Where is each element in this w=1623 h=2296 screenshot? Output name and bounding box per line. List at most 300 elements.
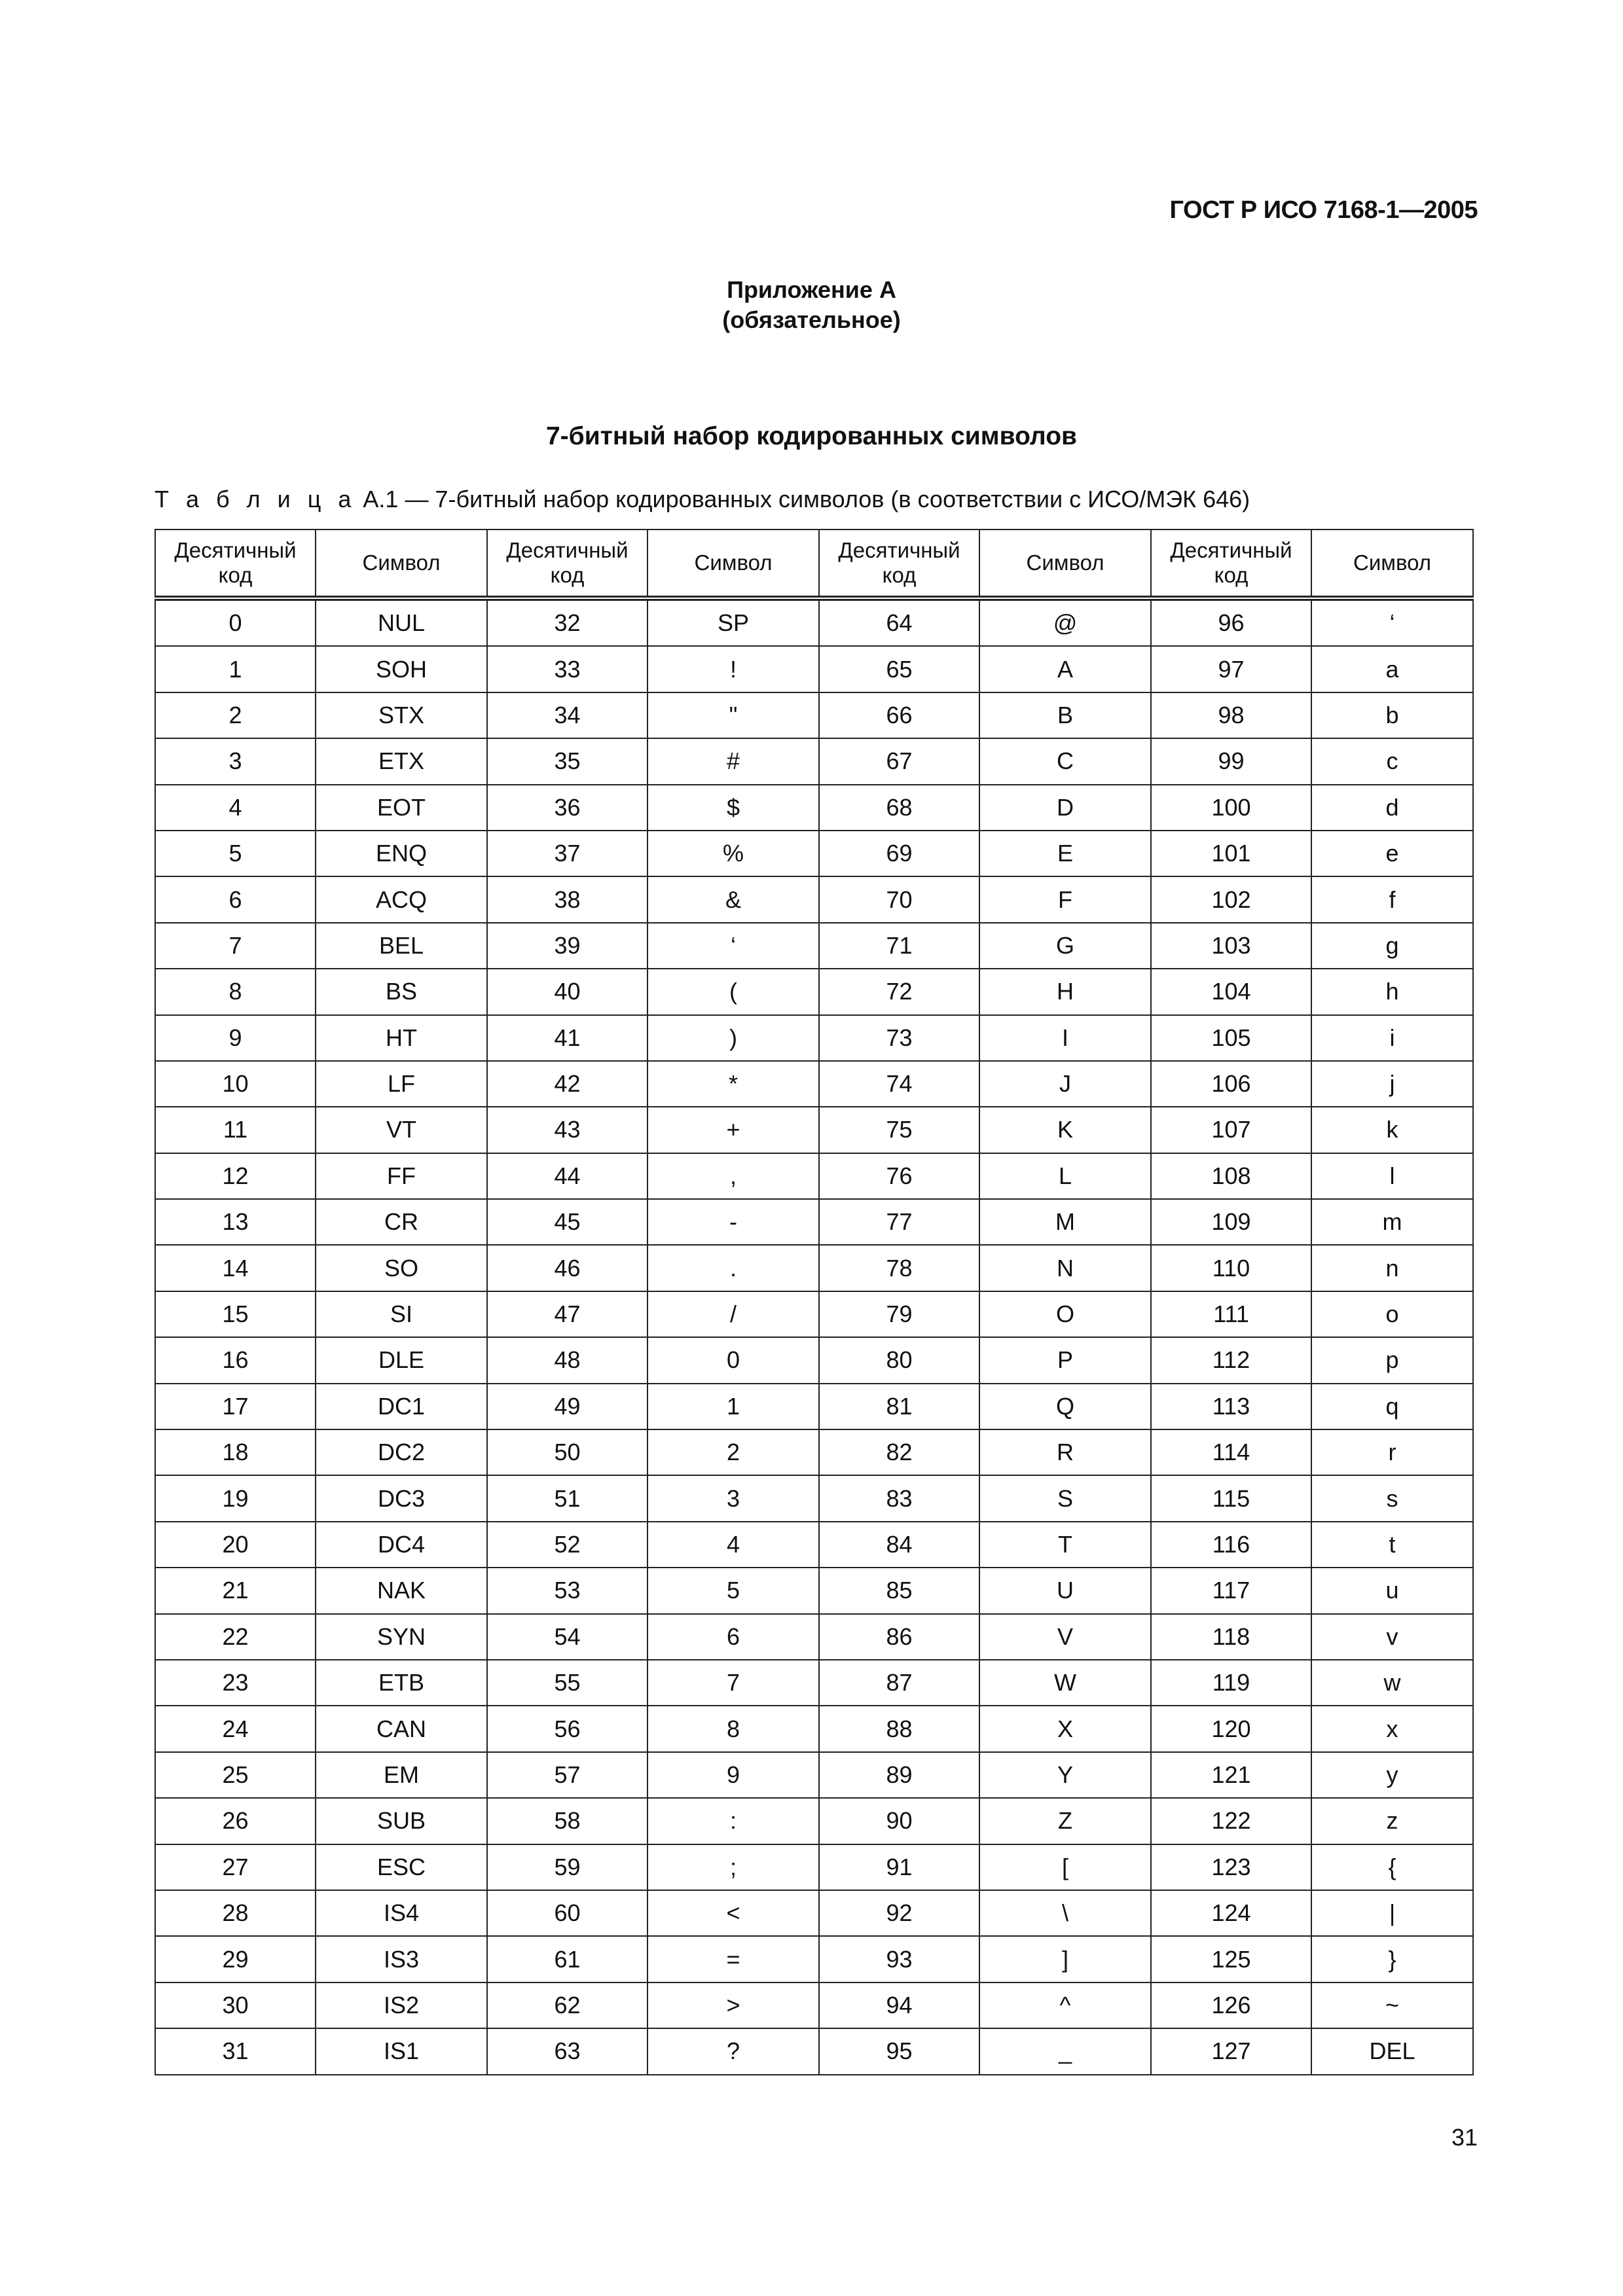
symbol-cell: 1 xyxy=(647,1384,819,1429)
table-row xyxy=(155,1522,1473,1568)
table-header-row xyxy=(155,529,1473,598)
symbol-cell: & xyxy=(647,876,819,922)
symbol-cell: V xyxy=(979,1614,1151,1660)
decimal-code-cell: 118 xyxy=(1151,1614,1311,1660)
table-row xyxy=(155,1475,1473,1521)
symbol-cell: P xyxy=(979,1337,1151,1383)
decimal-code-cell: 105 xyxy=(1151,1015,1311,1061)
decimal-code-cell: 18 xyxy=(155,1429,316,1475)
decimal-code-cell: 41 xyxy=(487,1015,647,1061)
decimal-code-cell: 25 xyxy=(155,1752,316,1798)
decimal-code-cell: 115 xyxy=(1151,1475,1311,1521)
decimal-code-cell: 64 xyxy=(819,598,979,646)
symbol-cell: , xyxy=(647,1153,819,1199)
symbol-cell: ) xyxy=(647,1015,819,1061)
symbol-cell: = xyxy=(647,1936,819,1982)
symbol-cell: o xyxy=(1311,1291,1473,1337)
decimal-code-cell: 96 xyxy=(1151,598,1311,646)
decimal-code-cell: 102 xyxy=(1151,876,1311,922)
symbol-cell: m xyxy=(1311,1199,1473,1245)
symbol-cell: w xyxy=(1311,1660,1473,1706)
decimal-code-cell: 29 xyxy=(155,1936,316,1982)
decimal-code-cell: 19 xyxy=(155,1475,316,1521)
decimal-code-cell: 17 xyxy=(155,1384,316,1429)
decimal-code-cell: 84 xyxy=(819,1522,979,1568)
decimal-code-cell: 46 xyxy=(487,1245,647,1291)
table-row xyxy=(155,785,1473,831)
symbol-cell: @ xyxy=(979,598,1151,646)
symbol-cell: h xyxy=(1311,969,1473,1014)
symbol-cell: . xyxy=(647,1245,819,1291)
decimal-code-cell: 48 xyxy=(487,1337,647,1383)
decimal-code-cell: 92 xyxy=(819,1890,979,1936)
header-symbol: Символ xyxy=(647,529,819,598)
table-row xyxy=(155,1245,1473,1291)
decimal-code-cell: 6 xyxy=(155,876,316,922)
decimal-code-cell: 82 xyxy=(819,1429,979,1475)
decimal-code-cell: 66 xyxy=(819,692,979,738)
symbol-cell: 5 xyxy=(647,1568,819,1613)
symbol-cell: SOH xyxy=(316,646,487,692)
table-row xyxy=(155,1936,1473,1982)
symbol-cell: [ xyxy=(979,1844,1151,1890)
symbol-cell: SO xyxy=(316,1245,487,1291)
decimal-code-cell: 109 xyxy=(1151,1199,1311,1245)
symbol-cell: ‘ xyxy=(647,923,819,969)
page-number: 31 xyxy=(1451,2124,1478,2151)
table-row xyxy=(155,1384,1473,1429)
decimal-code-cell: 55 xyxy=(487,1660,647,1706)
decimal-code-cell: 22 xyxy=(155,1614,316,1660)
decimal-code-cell: 36 xyxy=(487,785,647,831)
decimal-code-cell: 68 xyxy=(819,785,979,831)
decimal-code-cell: 15 xyxy=(155,1291,316,1337)
symbol-cell: H xyxy=(979,969,1151,1014)
decimal-code-cell: 50 xyxy=(487,1429,647,1475)
symbol-cell: I xyxy=(979,1015,1151,1061)
symbol-cell: BEL xyxy=(316,923,487,969)
decimal-code-cell: 103 xyxy=(1151,923,1311,969)
symbol-cell: l xyxy=(1311,1153,1473,1199)
symbol-cell: G xyxy=(979,923,1151,969)
symbol-cell: X xyxy=(979,1706,1151,1751)
table-row xyxy=(155,598,1473,646)
header-decimal-code: Десятичный код xyxy=(1151,529,1311,598)
table-row xyxy=(155,1798,1473,1844)
symbol-cell: z xyxy=(1311,1798,1473,1844)
header-symbol: Символ xyxy=(979,529,1151,598)
decimal-code-cell: 43 xyxy=(487,1107,647,1153)
symbol-cell: / xyxy=(647,1291,819,1337)
symbol-cell: B xyxy=(979,692,1151,738)
symbol-cell: SUB xyxy=(316,1798,487,1844)
symbol-cell: S xyxy=(979,1475,1151,1521)
symbol-cell: HT xyxy=(316,1015,487,1061)
table-row xyxy=(155,1982,1473,2028)
decimal-code-cell: 79 xyxy=(819,1291,979,1337)
symbol-cell: EM xyxy=(316,1752,487,1798)
symbol-cell: SI xyxy=(316,1291,487,1337)
decimal-code-cell: 101 xyxy=(1151,831,1311,876)
symbol-cell: b xyxy=(1311,692,1473,738)
decimal-code-cell: 32 xyxy=(487,598,647,646)
symbol-cell: M xyxy=(979,1199,1151,1245)
symbol-cell: DC1 xyxy=(316,1384,487,1429)
decimal-code-cell: 5 xyxy=(155,831,316,876)
decimal-code-cell: 127 xyxy=(1151,2028,1311,2074)
annex-status: (обязательное) xyxy=(722,306,901,333)
symbol-cell: } xyxy=(1311,1936,1473,1982)
symbol-cell: ‘ xyxy=(1311,598,1473,646)
symbol-cell: VT xyxy=(316,1107,487,1153)
symbol-cell: R xyxy=(979,1429,1151,1475)
symbol-cell: ! xyxy=(647,646,819,692)
symbol-cell: 2 xyxy=(647,1429,819,1475)
decimal-code-cell: 77 xyxy=(819,1199,979,1245)
decimal-code-cell: 14 xyxy=(155,1245,316,1291)
decimal-code-cell: 23 xyxy=(155,1660,316,1706)
symbol-cell: > xyxy=(647,1982,819,2028)
symbol-cell: DC4 xyxy=(316,1522,487,1568)
decimal-code-cell: 59 xyxy=(487,1844,647,1890)
symbol-cell: v xyxy=(1311,1614,1473,1660)
symbol-cell: EOT xyxy=(316,785,487,831)
decimal-code-cell: 108 xyxy=(1151,1153,1311,1199)
symbol-cell: $ xyxy=(647,785,819,831)
symbol-cell: FF xyxy=(316,1153,487,1199)
symbol-cell: e xyxy=(1311,831,1473,876)
symbol-cell: 6 xyxy=(647,1614,819,1660)
symbol-cell: IS1 xyxy=(316,2028,487,2074)
decimal-code-cell: 26 xyxy=(155,1798,316,1844)
symbol-cell: * xyxy=(647,1061,819,1107)
symbol-cell: a xyxy=(1311,646,1473,692)
decimal-code-cell: 85 xyxy=(819,1568,979,1613)
decimal-code-cell: 11 xyxy=(155,1107,316,1153)
decimal-code-cell: 124 xyxy=(1151,1890,1311,1936)
decimal-code-cell: 107 xyxy=(1151,1107,1311,1153)
table-row xyxy=(155,1752,1473,1798)
table-row xyxy=(155,1706,1473,1751)
decimal-code-cell: 24 xyxy=(155,1706,316,1751)
decimal-code-cell: 1 xyxy=(155,646,316,692)
symbol-cell: U xyxy=(979,1568,1151,1613)
symbol-cell: | xyxy=(1311,1890,1473,1936)
symbol-cell: \ xyxy=(979,1890,1151,1936)
table-row xyxy=(155,646,1473,692)
decimal-code-cell: 125 xyxy=(1151,1936,1311,1982)
decimal-code-cell: 80 xyxy=(819,1337,979,1383)
symbol-cell: : xyxy=(647,1798,819,1844)
decimal-code-cell: 10 xyxy=(155,1061,316,1107)
symbol-cell: d xyxy=(1311,785,1473,831)
symbol-cell: { xyxy=(1311,1844,1473,1890)
symbol-cell: SP xyxy=(647,598,819,646)
symbol-cell: ENQ xyxy=(316,831,487,876)
symbol-cell: 8 xyxy=(647,1706,819,1751)
symbol-cell: q xyxy=(1311,1384,1473,1429)
symbol-cell: Y xyxy=(979,1752,1151,1798)
symbol-cell: ACQ xyxy=(316,876,487,922)
decimal-code-cell: 60 xyxy=(487,1890,647,1936)
decimal-code-cell: 34 xyxy=(487,692,647,738)
symbol-cell: < xyxy=(647,1890,819,1936)
decimal-code-cell: 38 xyxy=(487,876,647,922)
decimal-code-cell: 91 xyxy=(819,1844,979,1890)
document-standard-code: ГОСТ Р ИСО 7168-1—2005 xyxy=(1169,196,1478,224)
symbol-cell: 7 xyxy=(647,1660,819,1706)
decimal-code-cell: 87 xyxy=(819,1660,979,1706)
table-row xyxy=(155,1015,1473,1061)
decimal-code-cell: 72 xyxy=(819,969,979,1014)
symbol-cell: NUL xyxy=(316,598,487,646)
symbol-cell: SYN xyxy=(316,1614,487,1660)
symbol-cell: CAN xyxy=(316,1706,487,1751)
symbol-cell: - xyxy=(647,1199,819,1245)
decimal-code-cell: 12 xyxy=(155,1153,316,1199)
decimal-code-cell: 119 xyxy=(1151,1660,1311,1706)
symbol-cell: g xyxy=(1311,923,1473,969)
decimal-code-cell: 35 xyxy=(487,738,647,784)
decimal-code-cell: 53 xyxy=(487,1568,647,1613)
table-row xyxy=(155,1844,1473,1890)
decimal-code-cell: 104 xyxy=(1151,969,1311,1014)
table-row xyxy=(155,692,1473,738)
decimal-code-cell: 20 xyxy=(155,1522,316,1568)
symbol-cell: CR xyxy=(316,1199,487,1245)
table-row xyxy=(155,1614,1473,1660)
symbol-cell: f xyxy=(1311,876,1473,922)
decimal-code-cell: 4 xyxy=(155,785,316,831)
decimal-code-cell: 65 xyxy=(819,646,979,692)
decimal-code-cell: 21 xyxy=(155,1568,316,1613)
symbol-cell: 4 xyxy=(647,1522,819,1568)
symbol-cell: s xyxy=(1311,1475,1473,1521)
symbol-cell: k xyxy=(1311,1107,1473,1153)
symbol-cell: ^ xyxy=(979,1982,1151,2028)
table-row xyxy=(155,923,1473,969)
decimal-code-cell: 30 xyxy=(155,1982,316,2028)
table-row xyxy=(155,1890,1473,1936)
table-row xyxy=(155,1291,1473,1337)
table-body xyxy=(155,598,1473,2075)
decimal-code-cell: 2 xyxy=(155,692,316,738)
decimal-code-cell: 47 xyxy=(487,1291,647,1337)
symbol-cell: # xyxy=(647,738,819,784)
symbol-cell: 9 xyxy=(647,1752,819,1798)
table-row xyxy=(155,1429,1473,1475)
table-row xyxy=(155,969,1473,1014)
decimal-code-cell: 0 xyxy=(155,598,316,646)
header-symbol: Символ xyxy=(316,529,487,598)
decimal-code-cell: 113 xyxy=(1151,1384,1311,1429)
symbol-cell: DEL xyxy=(1311,2028,1473,2074)
symbol-cell: i xyxy=(1311,1015,1473,1061)
symbol-cell: _ xyxy=(979,2028,1151,2074)
table-row xyxy=(155,1153,1473,1199)
decimal-code-cell: 74 xyxy=(819,1061,979,1107)
table-row xyxy=(155,1061,1473,1107)
decimal-code-cell: 98 xyxy=(1151,692,1311,738)
symbol-cell: ETX xyxy=(316,738,487,784)
symbol-cell: O xyxy=(979,1291,1151,1337)
decimal-code-cell: 70 xyxy=(819,876,979,922)
symbol-cell: D xyxy=(979,785,1151,831)
symbol-cell: BS xyxy=(316,969,487,1014)
symbol-cell: + xyxy=(647,1107,819,1153)
symbol-cell: " xyxy=(647,692,819,738)
ascii-code-table xyxy=(155,529,1474,2075)
decimal-code-cell: 33 xyxy=(487,646,647,692)
table-row xyxy=(155,1337,1473,1383)
decimal-code-cell: 63 xyxy=(487,2028,647,2074)
header-decimal-code: Десятичный код xyxy=(487,529,647,598)
symbol-cell: J xyxy=(979,1061,1151,1107)
decimal-code-cell: 120 xyxy=(1151,1706,1311,1751)
section-title: 7-битный набор кодированных символов xyxy=(545,422,1077,450)
decimal-code-cell: 69 xyxy=(819,831,979,876)
symbol-cell: C xyxy=(979,738,1151,784)
decimal-code-cell: 122 xyxy=(1151,1798,1311,1844)
table-row xyxy=(155,738,1473,784)
table-caption xyxy=(155,486,1250,513)
decimal-code-cell: 83 xyxy=(819,1475,979,1521)
symbol-cell: ] xyxy=(979,1936,1151,1982)
decimal-code-cell: 31 xyxy=(155,2028,316,2074)
header-decimal-code: Десятичный код xyxy=(155,529,316,598)
symbol-cell: LF xyxy=(316,1061,487,1107)
decimal-code-cell: 52 xyxy=(487,1522,647,1568)
symbol-cell: E xyxy=(979,831,1151,876)
table-row xyxy=(155,1199,1473,1245)
decimal-code-cell: 123 xyxy=(1151,1844,1311,1890)
decimal-code-cell: 39 xyxy=(487,923,647,969)
symbol-cell: ( xyxy=(647,969,819,1014)
symbol-cell: K xyxy=(979,1107,1151,1153)
decimal-code-cell: 62 xyxy=(487,1982,647,2028)
decimal-code-cell: 73 xyxy=(819,1015,979,1061)
symbol-cell: % xyxy=(647,831,819,876)
symbol-cell: L xyxy=(979,1153,1151,1199)
symbol-cell: u xyxy=(1311,1568,1473,1613)
symbol-cell: t xyxy=(1311,1522,1473,1568)
decimal-code-cell: 67 xyxy=(819,738,979,784)
decimal-code-cell: 58 xyxy=(487,1798,647,1844)
decimal-code-cell: 27 xyxy=(155,1844,316,1890)
symbol-cell: A xyxy=(979,646,1151,692)
symbol-cell: ~ xyxy=(1311,1982,1473,2028)
symbol-cell: F xyxy=(979,876,1151,922)
decimal-code-cell: 37 xyxy=(487,831,647,876)
symbol-cell: ETB xyxy=(316,1660,487,1706)
symbol-cell: T xyxy=(979,1522,1151,1568)
decimal-code-cell: 7 xyxy=(155,923,316,969)
decimal-code-cell: 86 xyxy=(819,1614,979,1660)
decimal-code-cell: 57 xyxy=(487,1752,647,1798)
annex-title: Приложение А xyxy=(727,276,896,303)
decimal-code-cell: 78 xyxy=(819,1245,979,1291)
symbol-cell: c xyxy=(1311,738,1473,784)
decimal-code-cell: 90 xyxy=(819,1798,979,1844)
symbol-cell: NAK xyxy=(316,1568,487,1613)
decimal-code-cell: 61 xyxy=(487,1936,647,1982)
decimal-code-cell: 89 xyxy=(819,1752,979,1798)
decimal-code-cell: 126 xyxy=(1151,1982,1311,2028)
decimal-code-cell: 81 xyxy=(819,1384,979,1429)
table-caption-prefix: Т а б л и ц а xyxy=(155,486,357,512)
symbol-cell: r xyxy=(1311,1429,1473,1475)
decimal-code-cell: 16 xyxy=(155,1337,316,1383)
header-symbol: Символ xyxy=(1311,529,1473,598)
decimal-code-cell: 94 xyxy=(819,1982,979,2028)
decimal-code-cell: 56 xyxy=(487,1706,647,1751)
decimal-code-cell: 8 xyxy=(155,969,316,1014)
symbol-cell: IS4 xyxy=(316,1890,487,1936)
decimal-code-cell: 112 xyxy=(1151,1337,1311,1383)
decimal-code-cell: 93 xyxy=(819,1936,979,1982)
decimal-code-cell: 110 xyxy=(1151,1245,1311,1291)
decimal-code-cell: 100 xyxy=(1151,785,1311,831)
decimal-code-cell: 49 xyxy=(487,1384,647,1429)
symbol-cell: y xyxy=(1311,1752,1473,1798)
table-row xyxy=(155,2028,1473,2074)
symbol-cell: Z xyxy=(979,1798,1151,1844)
decimal-code-cell: 97 xyxy=(1151,646,1311,692)
table-row xyxy=(155,1107,1473,1153)
decimal-code-cell: 51 xyxy=(487,1475,647,1521)
symbol-cell: 3 xyxy=(647,1475,819,1521)
symbol-cell: ; xyxy=(647,1844,819,1890)
symbol-cell: DC2 xyxy=(316,1429,487,1475)
decimal-code-cell: 75 xyxy=(819,1107,979,1153)
decimal-code-cell: 71 xyxy=(819,923,979,969)
table-row xyxy=(155,1568,1473,1613)
symbol-cell: DC3 xyxy=(316,1475,487,1521)
decimal-code-cell: 117 xyxy=(1151,1568,1311,1613)
table-row xyxy=(155,1660,1473,1706)
decimal-code-cell: 28 xyxy=(155,1890,316,1936)
symbol-cell: n xyxy=(1311,1245,1473,1291)
decimal-code-cell: 114 xyxy=(1151,1429,1311,1475)
symbol-cell: ? xyxy=(647,2028,819,2074)
decimal-code-cell: 54 xyxy=(487,1614,647,1660)
annex-heading xyxy=(0,275,1623,335)
table-row xyxy=(155,876,1473,922)
symbol-cell: j xyxy=(1311,1061,1473,1107)
symbol-cell: p xyxy=(1311,1337,1473,1383)
decimal-code-cell: 3 xyxy=(155,738,316,784)
decimal-code-cell: 116 xyxy=(1151,1522,1311,1568)
decimal-code-cell: 121 xyxy=(1151,1752,1311,1798)
decimal-code-cell: 76 xyxy=(819,1153,979,1199)
header-decimal-code: Десятичный код xyxy=(819,529,979,598)
symbol-cell: N xyxy=(979,1245,1151,1291)
symbol-cell: x xyxy=(1311,1706,1473,1751)
symbol-cell: ESC xyxy=(316,1844,487,1890)
decimal-code-cell: 111 xyxy=(1151,1291,1311,1337)
symbol-cell: W xyxy=(979,1660,1151,1706)
table-row xyxy=(155,831,1473,876)
symbol-cell: 0 xyxy=(647,1337,819,1383)
symbol-cell: IS2 xyxy=(316,1982,487,2028)
decimal-code-cell: 40 xyxy=(487,969,647,1014)
decimal-code-cell: 13 xyxy=(155,1199,316,1245)
decimal-code-cell: 95 xyxy=(819,2028,979,2074)
decimal-code-cell: 44 xyxy=(487,1153,647,1199)
decimal-code-cell: 88 xyxy=(819,1706,979,1751)
symbol-cell: STX xyxy=(316,692,487,738)
decimal-code-cell: 99 xyxy=(1151,738,1311,784)
